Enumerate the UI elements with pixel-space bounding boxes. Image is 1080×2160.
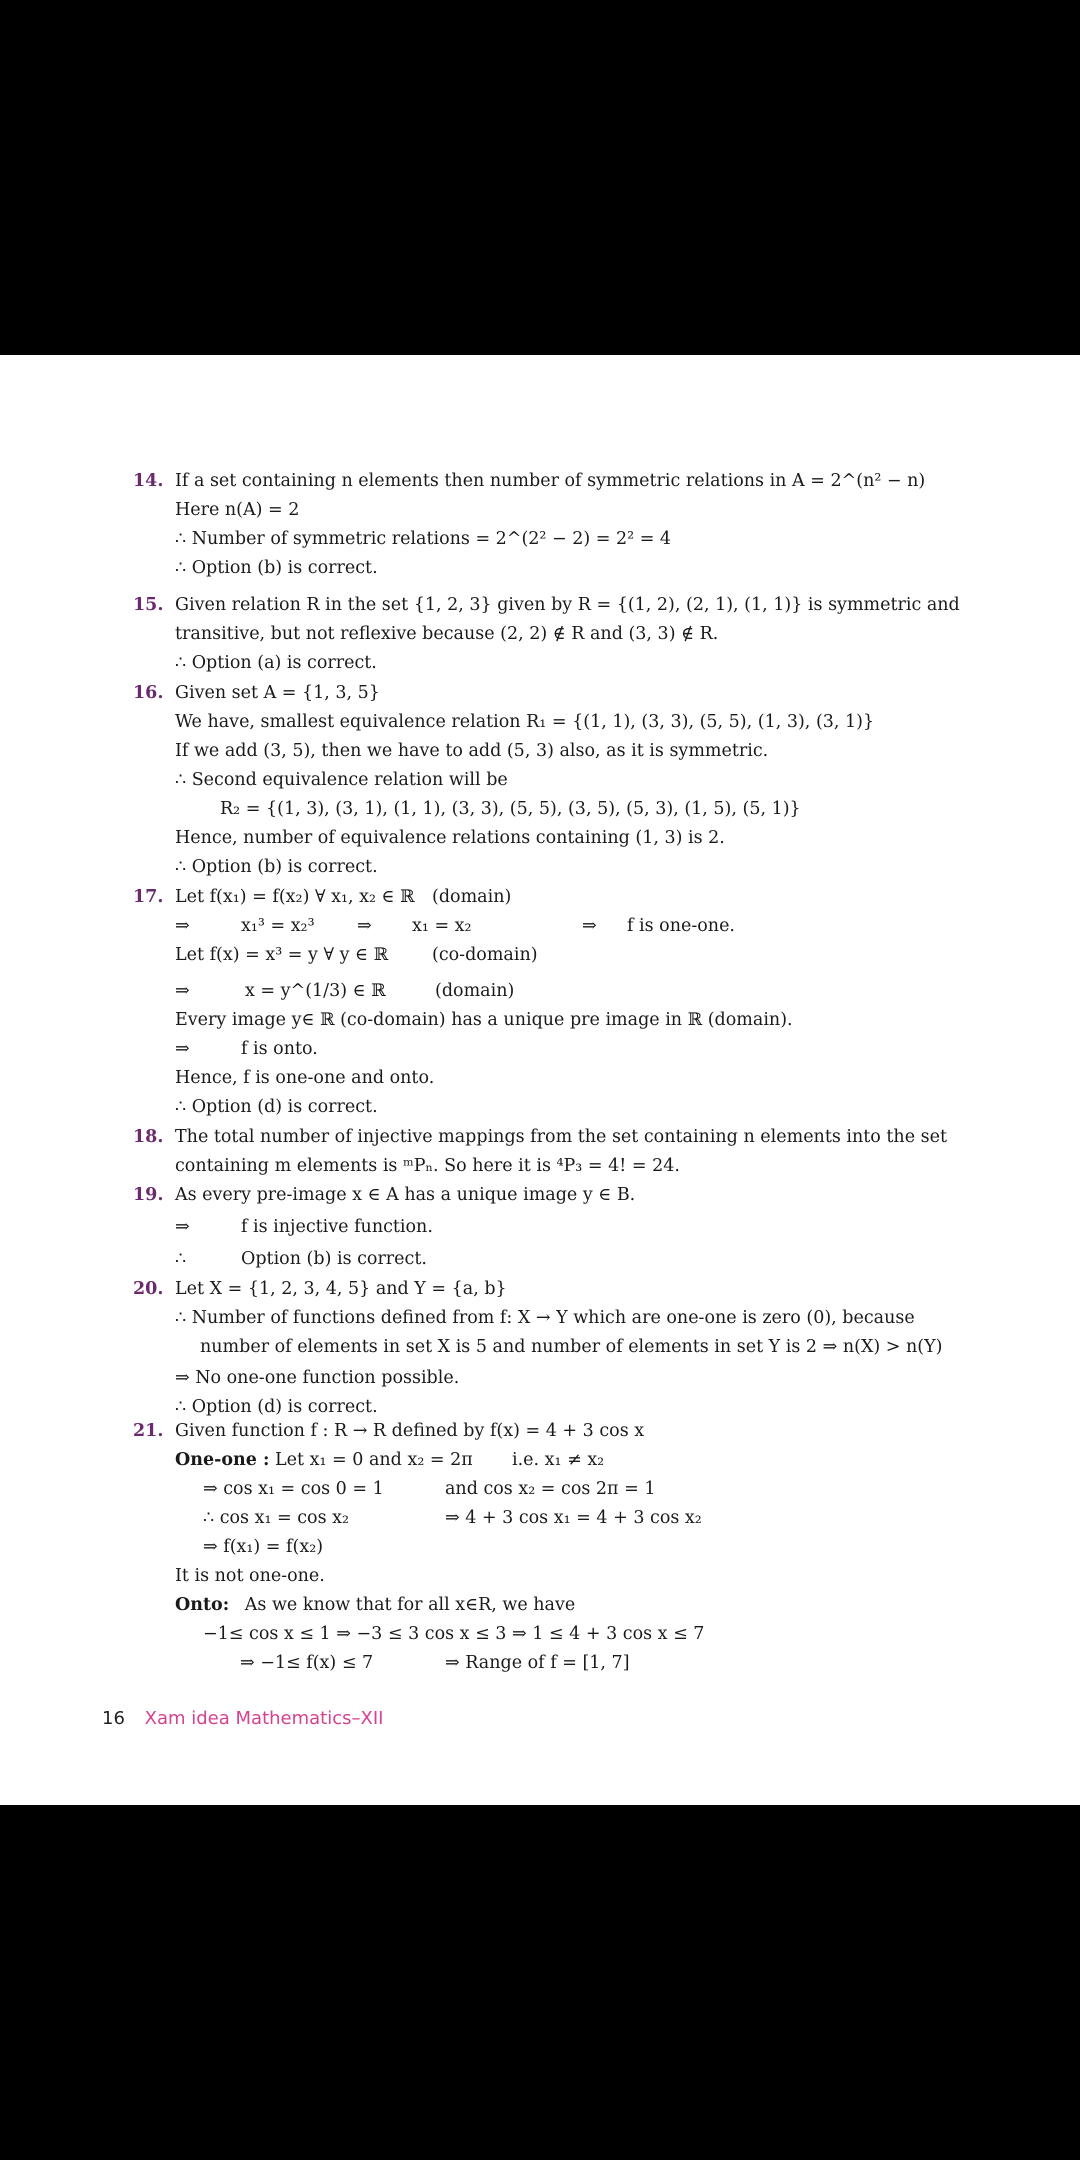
math-text: Let f(x) = x³ = y ∀ y ∈ ℝ xyxy=(175,945,389,965)
math-line xyxy=(203,1504,970,1533)
math-line xyxy=(203,1475,970,1504)
math-text: ∴ cos x₁ = cos x₂ xyxy=(203,1508,350,1528)
text-line: Let X = {1, 2, 3, 4, 5} and Y = {a, b} xyxy=(175,1279,507,1299)
math-text: ⇒ −1≤ f(x) ≤ 7 xyxy=(240,1653,374,1673)
text-line: ∴ Option (d) is correct. xyxy=(175,1097,378,1117)
page-footer xyxy=(102,1708,383,1729)
implies-symbol: ⇒ xyxy=(175,916,190,936)
text-line: Given set A = {1, 3, 5} xyxy=(175,683,380,703)
text-paragraph: The total number of injective mappings from the set containing n elements into the set containing m elements is ᵐPₙ. So here it is ⁴P₃ = 4! = 24. xyxy=(175,1127,947,1176)
math-line xyxy=(175,912,970,941)
math-text: f is onto. xyxy=(241,1039,318,1059)
text-line: Here n(A) = 2 xyxy=(175,500,300,520)
question-16 xyxy=(0,679,1080,882)
math-text: ⇒ cos x₁ = cos 0 = 1 xyxy=(203,1479,384,1499)
math-line xyxy=(175,941,970,970)
question-19 xyxy=(0,1181,1080,1274)
question-18 xyxy=(0,1123,1080,1181)
math-text: x₁ = x₂ xyxy=(412,916,472,936)
therefore-symbol: ∴ xyxy=(175,1249,187,1269)
section-label: Onto: xyxy=(175,1595,230,1615)
math-line xyxy=(175,1591,970,1620)
math-text: Let f(x₁) = f(x₂) ∀ x₁, x₂ ∈ ℝ xyxy=(175,887,415,907)
text-line: Hence, number of equivalence relations containing (1, 3) is 2. xyxy=(175,828,725,848)
page-number: 16 xyxy=(102,1708,125,1729)
question-number: 14. xyxy=(133,471,164,491)
math-text: i.e. x₁ ≠ x₂ xyxy=(512,1450,605,1470)
math-text: ⇒ 4 + 3 cos x₁ = 4 + 3 cos x₂ xyxy=(445,1508,702,1528)
math-text: x₁³ = x₂³ xyxy=(241,916,315,936)
math-line xyxy=(175,883,970,912)
question-number: 17. xyxy=(133,887,164,907)
math-line xyxy=(175,1446,970,1475)
question-17 xyxy=(0,883,1080,1122)
text-line: We have, smallest equivalence relation R₁ = {(1, 1), (3, 3), (5, 5), (1, 3), (3, 1)} xyxy=(175,712,875,732)
question-number: 21. xyxy=(133,1421,164,1441)
implies-symbol: ⇒ xyxy=(582,916,597,936)
question-20 xyxy=(0,1275,1080,1422)
text-line: ∴ Option (b) is correct. xyxy=(175,558,378,578)
math-line xyxy=(175,1035,970,1064)
math-text: Let x₁ = 0 and x₂ = 2π xyxy=(275,1450,473,1470)
book-title: Xam idea Mathematics–XII xyxy=(144,1708,384,1729)
text-line: ∴ Option (d) is correct. xyxy=(175,1397,378,1417)
implies-symbol: ⇒ xyxy=(175,981,190,1001)
math-line: ⇒ f(x₁) = f(x₂) xyxy=(203,1537,324,1557)
math-text: Option (b) is correct. xyxy=(241,1249,427,1269)
implies-symbol: ⇒ xyxy=(175,1217,190,1237)
question-number: 16. xyxy=(133,683,164,703)
text-line: If a set containing n elements then number of symmetric relations in A = 2^(n² − n) xyxy=(175,471,926,491)
text-paragraph: Given relation R in the set {1, 2, 3} given by R = {(1, 2), (2, 1), (1, 1)} is symmetric and transitive, but not reflexive because (2, 2) ∉ R and (3, 3) ∉ R. xyxy=(175,595,960,644)
text-line: If we add (3, 5), then we have to add (5, 3) also, as it is symmetric. xyxy=(175,741,769,761)
text-line: Every image y∈ ℝ (co-domain) has a unique pre image in ℝ (domain). xyxy=(175,1010,793,1030)
question-number: 20. xyxy=(133,1279,164,1299)
text-line: ⇒ No one-one function possible. xyxy=(175,1368,460,1388)
question-21 xyxy=(0,1417,1080,1678)
text-line: As every pre-image x ∈ A has a unique image y ∈ B. xyxy=(175,1185,636,1205)
implies-symbol: ⇒ xyxy=(175,1039,190,1059)
math-text: x = y^(1/3) ∈ ℝ xyxy=(245,981,386,1001)
question-14 xyxy=(0,467,1080,583)
math-line xyxy=(175,1245,970,1274)
math-line: −1≤ cos x ≤ 1 ⇒ −3 ≤ 3 cos x ≤ 3 ⇒ 1 ≤ 4 + 3 cos x ≤ 7 xyxy=(203,1624,705,1644)
text-line: It is not one-one. xyxy=(175,1566,325,1586)
text-line: Given function f : R → R defined by f(x) = 4 + 3 cos x xyxy=(175,1421,645,1441)
math-text: f is one-one. xyxy=(627,916,735,936)
text-line: Hence, f is one-one and onto. xyxy=(175,1068,435,1088)
math-text: As we know that for all x∈R, we have xyxy=(244,1595,576,1615)
math-text: ⇒ Range of f = [1, 7] xyxy=(445,1653,630,1673)
math-line xyxy=(175,977,970,1006)
text-line: ∴ Option (b) is correct. xyxy=(175,857,378,877)
math-line: R₂ = {(1, 3), (3, 1), (1, 1), (3, 3), (5, 5), (3, 5), (5, 3), (1, 5), (5, 1)} xyxy=(220,799,801,819)
text-paragraph: ∴ Number of functions defined from f: X → Y which are one-one is zero (0), because number of elements in set X is 5 and number of elements in set Y is 2 ⇒ n(X) > n(Y) xyxy=(175,1308,943,1357)
text-line: ∴ Number of symmetric relations = 2^(2² − 2) = 2² = 4 xyxy=(175,529,672,549)
math-annotation: (domain) xyxy=(435,981,515,1001)
text-line: ∴ Second equivalence relation will be xyxy=(175,770,508,790)
math-annotation: (co-domain) xyxy=(432,945,538,965)
implies-symbol: ⇒ xyxy=(357,916,372,936)
math-annotation: (domain) xyxy=(432,887,512,907)
question-number: 18. xyxy=(133,1127,164,1147)
text-line: ∴ Option (a) is correct. xyxy=(175,653,377,673)
question-15 xyxy=(0,591,1080,678)
section-label: One-one : xyxy=(175,1450,270,1470)
math-text: f is injective function. xyxy=(241,1217,433,1237)
document-page xyxy=(0,355,1080,1805)
question-number: 15. xyxy=(133,595,164,615)
question-number: 19. xyxy=(133,1185,164,1205)
math-line xyxy=(175,1213,970,1242)
math-line xyxy=(240,1649,970,1678)
math-text: and cos x₂ = cos 2π = 1 xyxy=(445,1479,656,1499)
